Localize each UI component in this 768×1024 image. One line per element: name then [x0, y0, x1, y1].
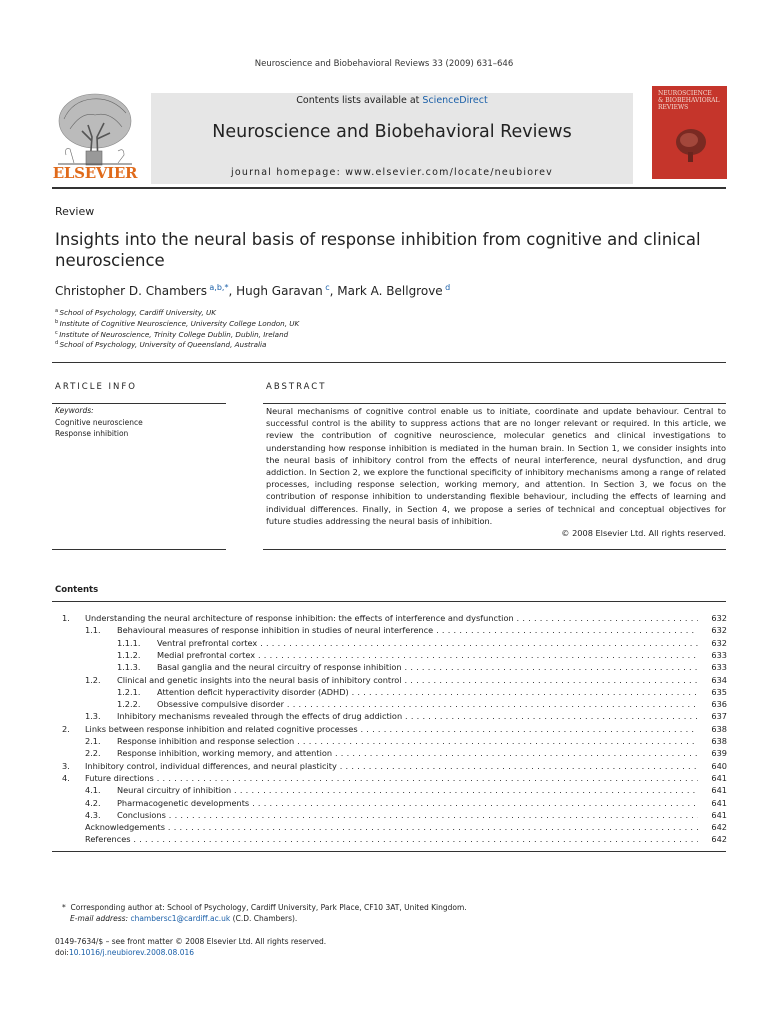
toc-entry-page: 640	[711, 760, 727, 771]
toc-entry[interactable]	[0, 736, 768, 748]
toc-entry-title[interactable]: Inhibitory mechanisms revealed through the effects of drug addiction . . .	[117, 711, 698, 721]
affiliation: $^c$ Institute of Neuroscience, Trinity College Dublin, Dublin, Ireland	[55, 330, 289, 339]
toc-entry-page: 632	[711, 625, 727, 636]
toc-entry-page: 639	[711, 748, 727, 759]
affiliation: $^b$ Institute of Cognitive Neuroscience, University College London, UK	[55, 319, 300, 328]
toc-entry-page: 641	[711, 772, 727, 783]
toc-entry[interactable]	[0, 822, 768, 834]
contents-availability-line: Contents lists available at ScienceDirect	[296, 95, 488, 106]
affiliation: $^a$ School of Psychology, Cardiff University, UK	[55, 308, 216, 317]
abstract-copyright: © 2008 Elsevier Ltd. All rights reserved.	[561, 528, 726, 539]
journal-title: Neuroscience and Biobehavioral Reviews	[212, 122, 572, 142]
toc-entry-title[interactable]: Clinical and genetic insights into the neural basis of inhibitory control . . .	[117, 675, 698, 685]
corresponding-author-footnote: * Corresponding author at: School of Psychology, Cardiff University, Park Place, CF10 3AT, United Kingdom.	[62, 903, 467, 912]
author-name: Mark A. Bellgrove	[337, 284, 443, 298]
toc-entry[interactable]	[0, 662, 768, 674]
toc-entry-number: 1.	[62, 613, 70, 623]
sciencedirect-link[interactable]: ScienceDirect	[422, 95, 488, 106]
author-affiliation-marker[interactable]: c	[325, 283, 330, 292]
doi-link[interactable]: 10.1016/j.neubiorev.2008.08.016	[68, 948, 195, 957]
toc-entry-page: 642	[711, 822, 727, 833]
toc-entry[interactable]	[0, 638, 768, 650]
toc-entry-number: 1.2.2.	[117, 699, 141, 710]
cover-brain-image	[672, 124, 710, 164]
toc-entry[interactable]	[0, 834, 768, 846]
toc-entry-number: 4.2.	[85, 797, 101, 808]
toc-entry-number: 3.	[62, 760, 70, 771]
article-type: Review	[55, 205, 95, 218]
toc-entry[interactable]	[0, 785, 768, 797]
email-footnote: E-mail address: chambersc1@cardiff.ac.uk (C.D. Chambers).	[70, 914, 298, 923]
header-rule	[52, 187, 726, 189]
toc-entry-page: 638	[711, 723, 727, 734]
article-info-rule	[52, 403, 226, 404]
toc-entry-title[interactable]: Links between response inhibition and related cognitive processes . . .	[85, 724, 698, 734]
toc-entry-number: 2.2.	[85, 748, 101, 759]
issn-line: 0149-7634/$ – see front matter © 2008 Elsevier Ltd. All rights reserved.	[55, 937, 327, 946]
author-email-link[interactable]: chambersc1@cardiff.ac.uk	[130, 914, 231, 923]
toc-entry[interactable]	[0, 798, 768, 810]
toc-entry[interactable]	[0, 761, 768, 773]
abstract-text: Neural mechanisms of cognitive control enable us to initiate, coordinate and update behaviour. Central to successful control is the ability to suppress actions that are no longer relevant or required. In this article, we review the contribution of cognitive neuroscience, molecular genetics and clinical investigations to understanding how response inhibition is mediated in the human brain. In Section 1, we consider insights into the neural basis of inhibitory control from the effects of neural interference, neural dysfunction, and drug addiction. In Section 2, we explore the functional specificity of inhibitory mechanisms among a range of related processes, including response selection, working memory, and attention. In Section 3, we focus on the contribution of response inhibition to understanding flexible behaviour, including the effects of learning and individual differences. Finally, in Section 4, we propose a series of technical and conceptual objectives for future studies addressing the neural basis of inhibition.	[266, 406, 726, 526]
contents-heading: Contents	[55, 585, 99, 595]
toc-entry[interactable]	[0, 675, 768, 687]
article-info-bottom-rule	[52, 549, 226, 550]
toc-entry[interactable]	[0, 650, 768, 662]
toc-entry-number: 4.3.	[85, 809, 101, 820]
toc-entry-number: 1.1.1.	[117, 637, 141, 648]
toc-entry[interactable]	[0, 711, 768, 723]
toc-entry[interactable]	[0, 625, 768, 637]
affiliation: $^d$ School of Psychology, University of Queensland, Australia	[55, 340, 267, 349]
toc-entry-page: 632	[711, 613, 727, 623]
keyword: Cognitive neuroscience	[55, 418, 143, 427]
toc-entry-page: 632	[711, 637, 727, 648]
toc-entry[interactable]	[0, 699, 768, 711]
abstract-bottom-rule	[263, 549, 726, 550]
toc-entry-number: 1.3.	[85, 711, 101, 722]
toc-entry-title[interactable]: Understanding the neural architecture of response inhibition: the effects of interference and dysfunction . . .	[85, 613, 698, 623]
toc-entry[interactable]	[0, 724, 768, 736]
toc-entry-title[interactable]: References . . .	[85, 834, 698, 844]
journal-cover-thumbnail	[652, 86, 727, 179]
toc-entry-title[interactable]: Response inhibition and response selection . . .	[117, 736, 698, 746]
toc-entry-page: 642	[711, 834, 727, 845]
toc-entry-page: 636	[711, 699, 727, 710]
abstract-body	[266, 405, 726, 539]
journal-homepage-link[interactable]: journal homepage: www.elsevier.com/locate/neubiorev	[231, 167, 553, 178]
toc-entry[interactable]	[0, 810, 768, 822]
toc-entry-number: 1.1.3.	[117, 662, 141, 673]
toc-entry[interactable]	[0, 687, 768, 699]
toc-entry-page: 635	[711, 686, 727, 697]
toc-entry-title[interactable]: Acknowledgements . . .	[85, 822, 698, 832]
toc-entry-number: 1.2.	[85, 674, 101, 685]
toc-entry[interactable]	[0, 613, 768, 625]
toc-entry-number: 2.1.	[85, 736, 101, 746]
toc-entry-page: 633	[711, 662, 727, 673]
toc-entry-title[interactable]: Conclusions . . .	[117, 810, 698, 820]
toc-entry-number: 1.1.	[85, 625, 101, 636]
toc-entry-page: 637	[711, 711, 727, 722]
toc-entry-title[interactable]: Neural circuitry of inhibition . . .	[117, 785, 698, 795]
toc-entry-title[interactable]: Basal ganglia and the neural circuitry of response inhibition . . .	[157, 662, 698, 672]
author-list: Christopher D. Chambers $^{a,b,*}$, Hugh Garavan $^c$, Mark A. Bellgrove $^d$	[55, 283, 451, 298]
author-affiliation-marker[interactable]: d	[445, 283, 451, 292]
toc-entry-page: 641	[711, 797, 727, 808]
toc-entry-page: 641	[711, 785, 727, 796]
toc-entry-title[interactable]: Attention deficit hyperactivity disorder (ADHD) . . .	[157, 687, 698, 697]
toc-entry-page: 633	[711, 649, 727, 660]
abstract-rule	[263, 403, 726, 404]
toc-entry-number: 4.1.	[85, 785, 101, 796]
doi-line: doi:10.1016/j.neubiorev.2008.08.016	[55, 948, 195, 957]
article-info-label: ARTICLE INFO	[55, 382, 137, 392]
toc-entry-title[interactable]: Ventral prefrontal cortex . . .	[157, 638, 698, 648]
author-name: Christopher D. Chambers	[55, 284, 207, 298]
toc-entry-number: 4.	[62, 772, 70, 783]
toc-entry[interactable]	[0, 748, 768, 760]
abstract-label: ABSTRACT	[266, 382, 327, 392]
toc-entry-title[interactable]: Obsessive compulsive disorder . . .	[157, 699, 698, 709]
toc-entry-number: 1.1.2.	[117, 649, 141, 660]
toc-entry-title[interactable]: Future directions . . .	[85, 773, 698, 783]
toc-entry-page: 638	[711, 736, 727, 746]
toc-entry-number: 1.2.1.	[117, 686, 141, 697]
keyword: Response inhibition	[55, 429, 129, 438]
article-title: Insights into the neural basis of response inhibition from cognitive and clinical neuroscience	[55, 230, 701, 270]
toc-entry-title[interactable]: Medial prefrontal cortex . . .	[157, 650, 698, 660]
toc-entry-number: 2.	[62, 723, 70, 734]
contents-bottom-rule	[52, 851, 726, 852]
toc-entry-page: 634	[711, 674, 727, 685]
section-rule	[52, 362, 726, 363]
toc-entry-title[interactable]: Inhibitory control, individual differences, and neural plasticity . . .	[85, 761, 698, 771]
keywords-label: Keywords:	[55, 406, 94, 415]
toc-entry-title[interactable]: Behavioural measures of response inhibition in studies of neural interference . . .	[117, 625, 698, 635]
toc-entry-page: 641	[711, 809, 727, 820]
toc-entry[interactable]	[0, 773, 768, 785]
journal-citation: Neuroscience and Biobehavioral Reviews 33 (2009) 631–646	[254, 59, 514, 69]
contents-top-rule	[52, 601, 726, 602]
cover-title: NEUROSCIENCE & BIOBEHAVIORAL REVIEWS	[658, 90, 720, 112]
toc-entry-title[interactable]: Pharmacogenetic developments . . .	[117, 798, 698, 808]
elsevier-wordmark: ELSEVIER	[52, 164, 138, 182]
author-name: Hugh Garavan	[236, 284, 323, 298]
author-affiliation-marker[interactable]: a,b,*	[209, 283, 229, 292]
toc-entry-title[interactable]: Response inhibition, working memory, and attention . . .	[117, 748, 698, 758]
